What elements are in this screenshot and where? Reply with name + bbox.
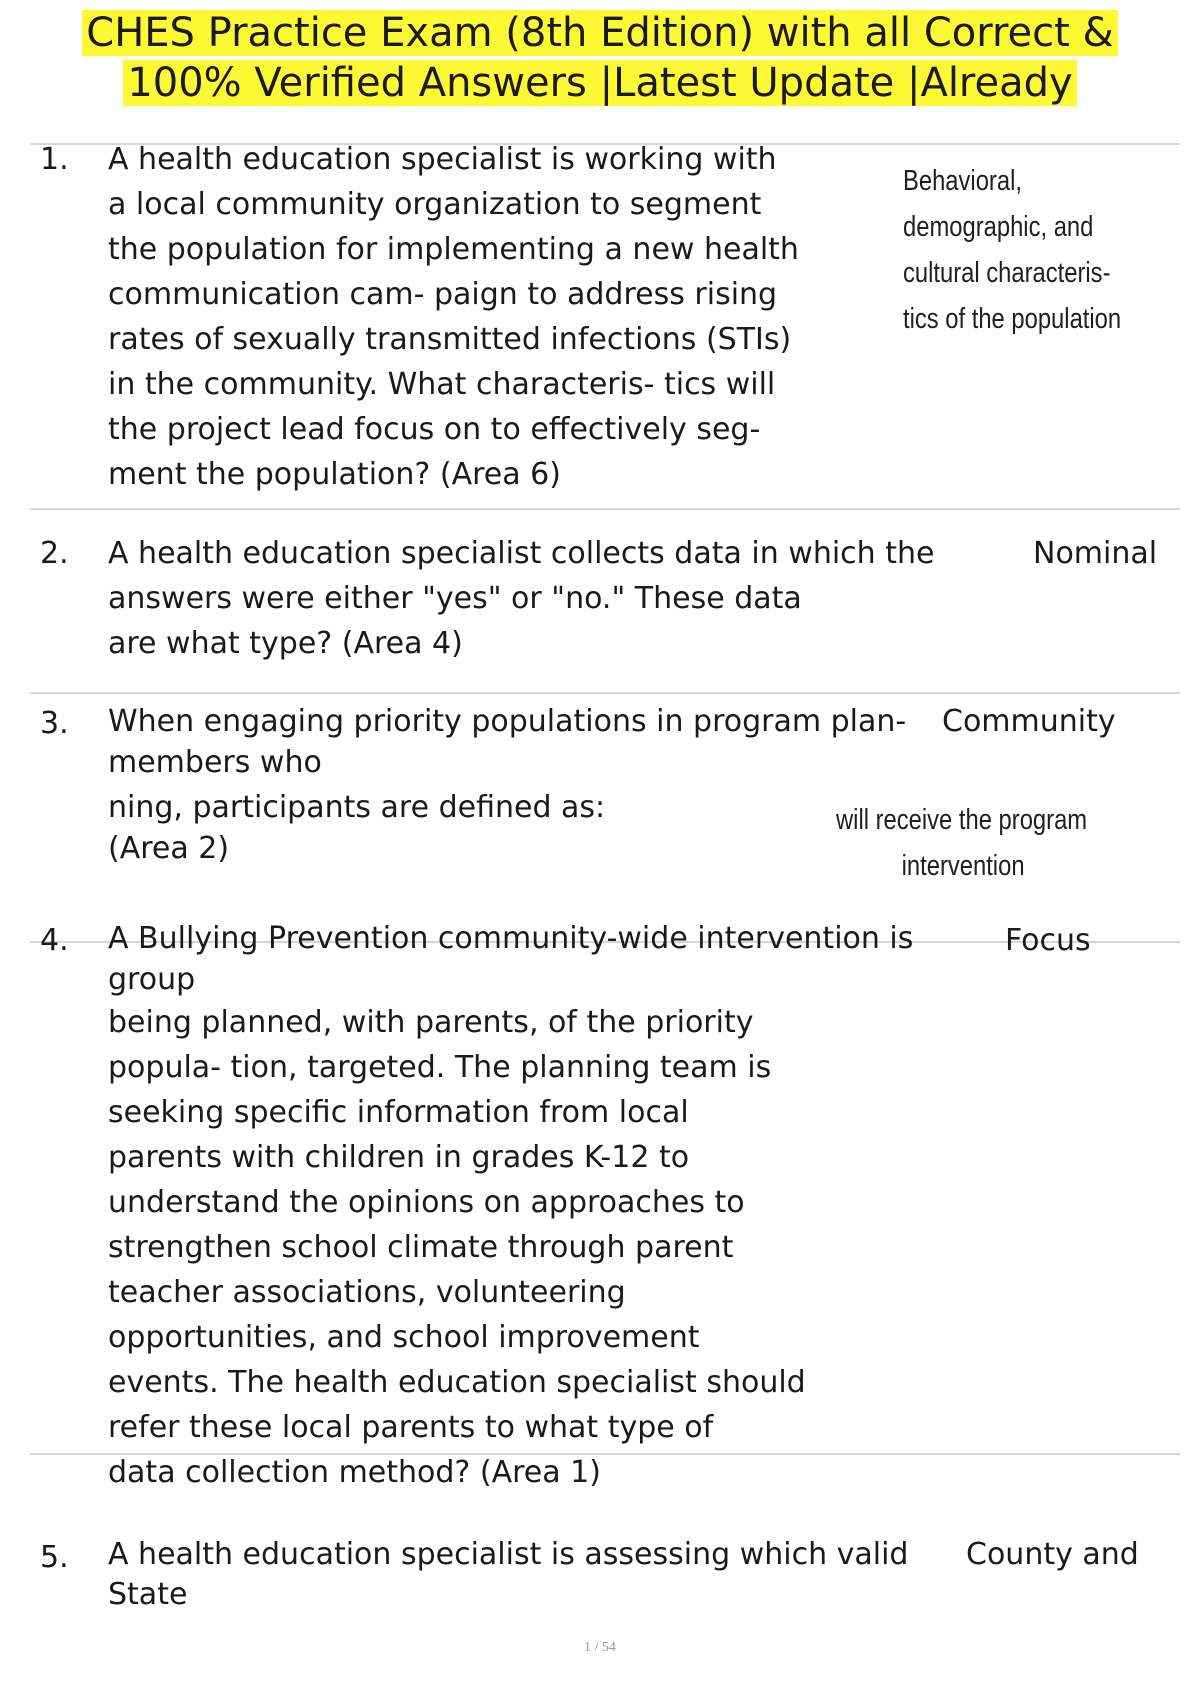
question-line: opportunities, and school improvement [108,1320,700,1355]
answer-text [836,797,1087,889]
divider [30,508,1180,510]
question-line: ning, participants are defined as: [108,790,606,825]
question-line: members who [108,745,322,780]
answer-text: Community [942,704,1116,739]
question-line: being planned, with parents, of the priority [108,1005,754,1040]
question-text [108,701,906,869]
answer-text: Focus [1005,923,1091,958]
question-line: When engaging priority populations in program plan- [108,704,907,739]
question-line: A health education specialist collects data in which the [108,536,935,571]
question-line: rates of sexually transmitted infections (STIs) [108,322,792,357]
question-text [108,137,799,497]
question-line: group [108,962,196,997]
question-line: strengthen school climate through parent [108,1230,734,1265]
question-line: A health education specialist is assessing which valid [108,1537,909,1572]
answer-line: will receive the program [836,804,1088,836]
answer-line: tics of the population [903,303,1122,335]
question-line: the population for implementing a new health [108,232,799,267]
question-number: 3. [40,706,69,741]
question-line: understand the opinions on approaches to [108,1185,745,1220]
question-line: communication cam- paign to address rising [108,277,778,312]
question-line: are what type? (Area 4) [108,626,463,661]
answer-line: demographic, and [903,211,1094,243]
page-indicator: 1 / 54 [584,1640,616,1655]
question-text [108,1535,908,1615]
answer-line: cultural characteris- [903,257,1111,289]
question-line: popula- tion, targeted. The planning team is [108,1050,772,1085]
question-line: events. The health education specialist should [108,1365,806,1400]
question-line: answers were either "yes" or "no." These data [108,581,802,616]
question-line: A Bullying Prevention community-wide intervention is [108,921,914,956]
question-line: teacher associations, volunteering [108,1275,626,1310]
question-line: in the community. What characteris- tics will [108,367,776,402]
question-text [108,531,934,666]
question-number: 5. [40,1540,69,1575]
question-text [108,918,913,1495]
answer-text: County and [966,1537,1139,1572]
answer-line: Behavioral, [903,165,1022,197]
answer-line: intervention [901,850,1025,882]
question-line: refer these local parents to what type of [108,1410,714,1445]
question-line: ment the population? (Area 6) [108,457,561,492]
question-number: 4. [40,923,69,958]
question-line: a local community organization to segment [108,187,762,222]
title-line-1: CHES Practice Exam (8th Edition) with all Correct & [82,10,1117,56]
question-line: the project lead focus on to effectively seg- [108,412,761,447]
answer-text [903,158,1121,342]
question-line: (Area 2) [108,831,230,866]
question-line: A health education specialist is working with [108,142,777,177]
title-line-2: 100% Verified Answers |Latest Update |Already [123,60,1076,106]
document-title [0,8,1200,108]
question-line: seeking specific information from local [108,1095,689,1130]
question-number: 1. [40,142,69,177]
divider [30,692,1180,694]
answer-text: Nominal [1033,536,1158,571]
question-number: 2. [40,536,69,571]
question-line: State [108,1577,188,1612]
question-line: parents with children in grades K-12 to [108,1140,690,1175]
question-line: data collection method? (Area 1) [108,1455,601,1490]
